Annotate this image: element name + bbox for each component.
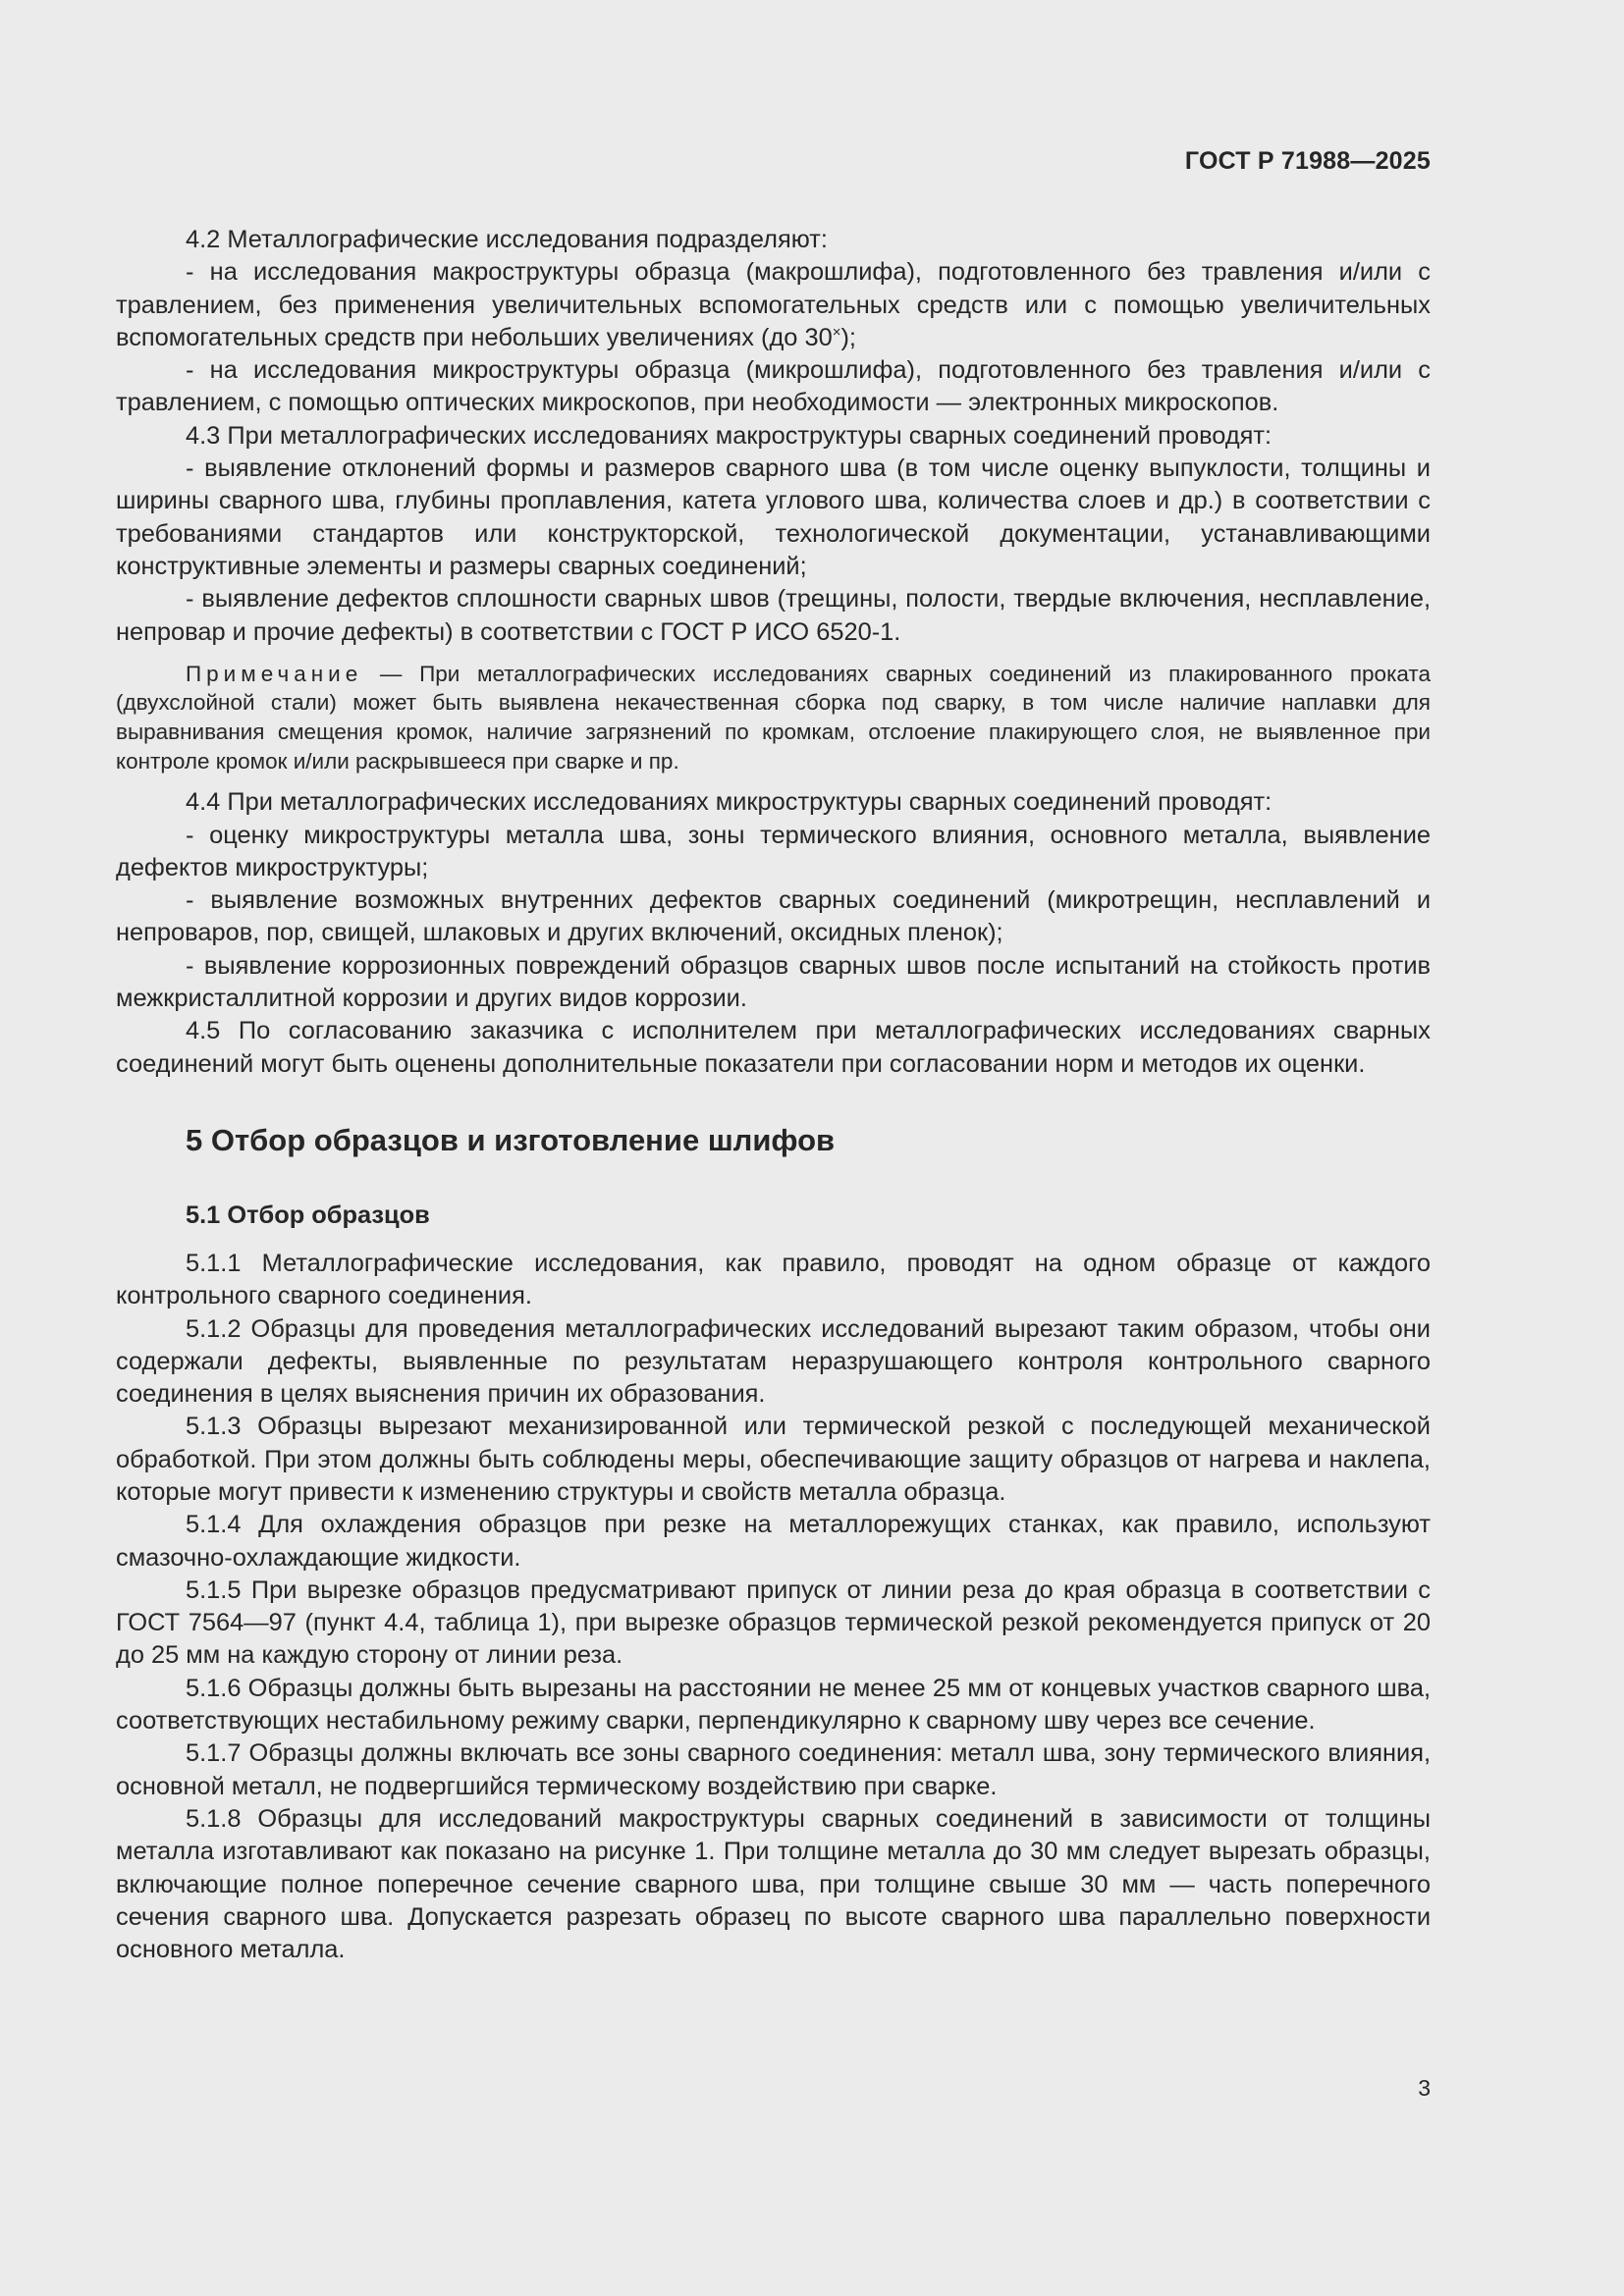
- paragraph-4-4-item-b: - выявление возможных внутренних дефектов сварных соединений (микротрещин, несплавлений и непроваров, пор, свищей, шлаковых и других включений, оксидных пленок);: [116, 886, 1431, 947]
- paragraph-5-1-8: 5.1.8 Образцы для исследований макроструктуры сварных соединений в зависимости от толщины металла изготавливают как показано на рисунке 1. При толщине металла до 30 мм следует вырезать образцы, включающие полное поперечное сечение сварного шва, при толщине свыше 30 мм — часть поперечного сечения сварного шва. Допускается разрезать образец по высоте сварного шва параллельно поверхности основного металла.: [116, 1804, 1431, 1964]
- note-text: — При металлографических исследованиях сварных соединений из плакированного проката (двухслойной стали) может быть выявлена некачественная сборка под сварку, в том числе наличие наплавки для выравнивания смещения кромок, наличие загрязнений по кромкам, отслоение плакирующего слоя, не выявленное при контроле кромок и/или раскрывшееся при сварке и пр.: [116, 661, 1431, 774]
- paragraph-4-2-item-a: [116, 256, 1431, 354]
- paragraph-5-1-4: 5.1.4 Для охлаждения образцов при резке на металлорежущих станках, как правило, используют смазочно-охлаждающие жидкости.: [116, 1511, 1431, 1572]
- paragraph-4-4-item-a: - оценку микроструктуры металла шва, зоны термического влияния, основного металла, выявление дефектов микроструктуры;: [116, 821, 1431, 881]
- paragraph-5-1-1: 5.1.1 Металлографические исследования, как правило, проводят на одном образце от каждого контрольного сварного соединения.: [116, 1249, 1431, 1310]
- paragraph-4-4: 4.4 При металлографических исследованиях микроструктуры сварных соединений проводят:: [186, 788, 1272, 817]
- paragraph-5-1-6: 5.1.6 Образцы должны быть вырезаны на расстоянии не менее 25 мм от концевых участков сварного шва, соответствующих нестабильному режиму сварки, перпендикулярно к сварному шву через все сечение.: [116, 1674, 1431, 1735]
- section-5-heading: 5 Отбор образцов и изготовление шлифов: [186, 1122, 836, 1157]
- paragraph-5-1-3: 5.1.3 Образцы вырезают механизированной или термической резкой с последующей механической обработкой. При этом должны быть соблюдены меры, обеспечивающие защиту образцов от нагрева и наклепа, которые могут привести к изменению структуры и свойств металла образца.: [116, 1413, 1431, 1506]
- note: [116, 660, 1431, 775]
- paragraph-4-3-item-a: - выявление отклонений формы и размеров сварного шва (в том числе оценку выпуклости, толщины и ширины сварного шва, глубины проплавления, катета углового шва, количества слоев и др.) в соответствии с требованиями стандартов или конструкторской, технологической документации, устанавливающими конструктивные элементы и размеры сварных соединений;: [116, 454, 1431, 580]
- paragraph-5-1-7: 5.1.7 Образцы должны включать все зоны сварного соединения: металл шва, зону термического влияния, основной металл, не подвергшийся термическому воздействию при сварке.: [116, 1739, 1431, 1800]
- document-body: [116, 224, 1431, 1966]
- paragraph-4-3-item-b: - выявление дефектов сплошности сварных швов (трещины, полости, твердые включения, несплавление, непровар и прочие дефекты) в соответствии с ГОСТ Р ИСО 6520-1.: [116, 585, 1431, 646]
- paragraph-5-1-2: 5.1.2 Образцы для проведения металлографических исследований вырезают таким образом, чтобы они содержали дефекты, выявленные по результатам неразрушающего контроля контрольного сварного соединения в целях выяснения причин их образования.: [116, 1314, 1431, 1409]
- subsection-5-1-heading: 5.1 Отбор образцов: [186, 1201, 430, 1229]
- paragraph-4-4-item-c: - выявление коррозионных повреждений образцов сварных швов после испытаний на стойкость против межкристаллитной коррозии и других видов коррозии.: [116, 951, 1431, 1013]
- paragraph-4-5: 4.5 По согласованию заказчика с исполнителем при металлографических исследованиях сварных соединений могут быть оценены дополнительные показатели при согласовании норм и методов их оценки.: [116, 1017, 1431, 1078]
- paragraph-4-3: 4.3 При металлографических исследованиях макроструктуры сварных соединений проводят:: [186, 421, 1272, 450]
- paragraph-5-1-5: 5.1.5 При вырезке образцов предусматривают припуск от линии реза до края образца в соответствии с ГОСТ 7564—97 (пункт 4.4, таблица 1), при вырезке образцов термической резкой рекомендуется припуск от 20 до 25 мм на каждую сторону от линии реза.: [116, 1575, 1431, 1670]
- paragraph-4-2-item-a-text: - на исследования макроструктуры образца (макрошлифа), подготовленного без травления и/или с травлением, без применения увеличительных вспомогательных средств или с помощью увеличительных вспомогательных средств при небольших увеличениях (до 30: [116, 258, 1431, 351]
- paragraph-4-2-item-a-end: );: [840, 323, 856, 351]
- document-header: ГОСТ Р 71988—2025: [1184, 147, 1431, 175]
- note-label: Примечание: [186, 661, 363, 686]
- magnification-sign: ×: [832, 323, 841, 341]
- paragraph-4-2: 4.2 Металлографические исследования подразделяют:: [186, 226, 828, 253]
- paragraph-4-2-item-b: - на исследования микроструктуры образца (микрошлифа), подготовленного без травления и/или с травлением, с помощью оптических микроскопов, при необходимости — электронных микроскопов.: [116, 356, 1431, 417]
- page-number: 3: [1418, 2075, 1431, 2101]
